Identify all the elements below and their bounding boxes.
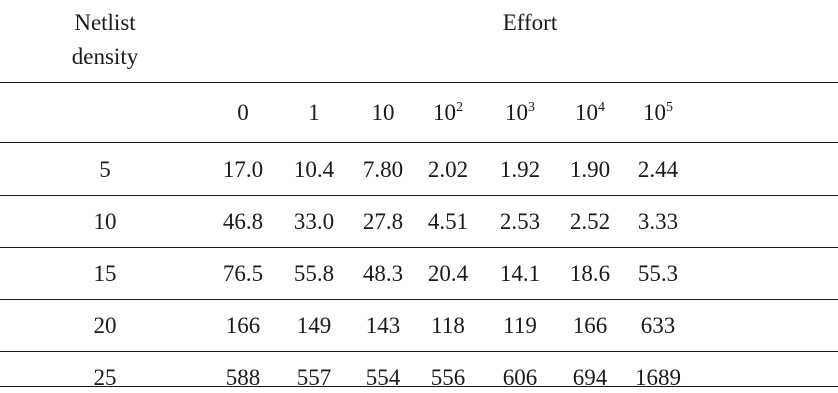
value-cell: 2.44	[637, 157, 679, 182]
value-cell: 633	[640, 313, 676, 338]
value-cell: 76.5	[222, 261, 264, 286]
value-cell: 33.0	[293, 209, 335, 234]
value-cell: 18.6	[569, 261, 611, 286]
value-cell: 556	[430, 365, 466, 390]
value-cell: 694	[572, 365, 608, 390]
density-cell: 20	[93, 313, 117, 338]
value-cell: 1.90	[569, 157, 611, 182]
value-cell: 118	[431, 313, 465, 338]
value-cell: 10.4	[293, 157, 335, 182]
effort-column-header	[480, 98, 560, 132]
header-bottom-rule	[0, 142, 838, 143]
value-cell: 55.8	[293, 261, 335, 286]
effort-column-header	[408, 98, 488, 132]
netlist-label: Netlist	[74, 10, 136, 35]
value-cell: 166	[225, 313, 261, 338]
value-cell: 119	[503, 313, 537, 338]
effort-base: 0	[237, 100, 249, 125]
density-cell: 15	[93, 261, 117, 286]
effort-base: 10	[505, 100, 528, 125]
effort-column-header	[203, 98, 283, 128]
density-cell: 10	[93, 209, 117, 234]
density-cell: 25	[93, 365, 117, 390]
value-cell: 3.33	[637, 209, 679, 234]
value-cell: 588	[225, 365, 261, 390]
effort-column-header	[274, 98, 354, 128]
effort-header: Effort	[502, 10, 558, 35]
value-cell: 27.8	[362, 209, 404, 234]
value-cell: 7.80	[362, 157, 404, 182]
row-rule	[0, 195, 838, 196]
effort-base: 10	[575, 100, 598, 125]
effort-exponent: 5	[666, 100, 673, 115]
value-cell: 4.51	[427, 209, 469, 234]
value-cell: 143	[365, 313, 401, 338]
effort-base: 10	[371, 100, 395, 125]
density-label: density	[71, 44, 139, 69]
value-cell: 1.92	[499, 157, 541, 182]
effort-base: 1	[308, 100, 320, 125]
row-rule	[0, 247, 838, 248]
row-rule	[0, 351, 838, 352]
value-cell: 17.0	[222, 157, 264, 182]
effort-exponent: 3	[528, 100, 535, 115]
netlist-density-header	[60, 6, 150, 74]
row-rule	[0, 299, 838, 300]
effort-base: 10	[643, 100, 666, 125]
header-top-rule	[0, 82, 838, 83]
value-cell: 20.4	[427, 261, 469, 286]
density-cell: 5	[99, 157, 111, 182]
value-cell: 554	[365, 365, 401, 390]
effort-column-header	[618, 98, 698, 132]
value-cell: 606	[502, 365, 538, 390]
value-cell: 1689	[635, 365, 681, 390]
value-cell: 557	[296, 365, 332, 390]
value-cell: 166	[572, 313, 608, 338]
value-cell: 2.53	[499, 209, 541, 234]
effort-base: 10	[433, 100, 456, 125]
value-cell: 46.8	[222, 209, 264, 234]
value-cell: 55.3	[637, 261, 679, 286]
effort-exponent: 4	[598, 100, 605, 115]
value-cell: 48.3	[362, 261, 404, 286]
value-cell: 14.1	[499, 261, 541, 286]
value-cell: 149	[296, 313, 332, 338]
value-cell: 2.02	[427, 157, 469, 182]
value-cell: 2.52	[569, 209, 611, 234]
effort-exponent: 2	[456, 100, 463, 115]
